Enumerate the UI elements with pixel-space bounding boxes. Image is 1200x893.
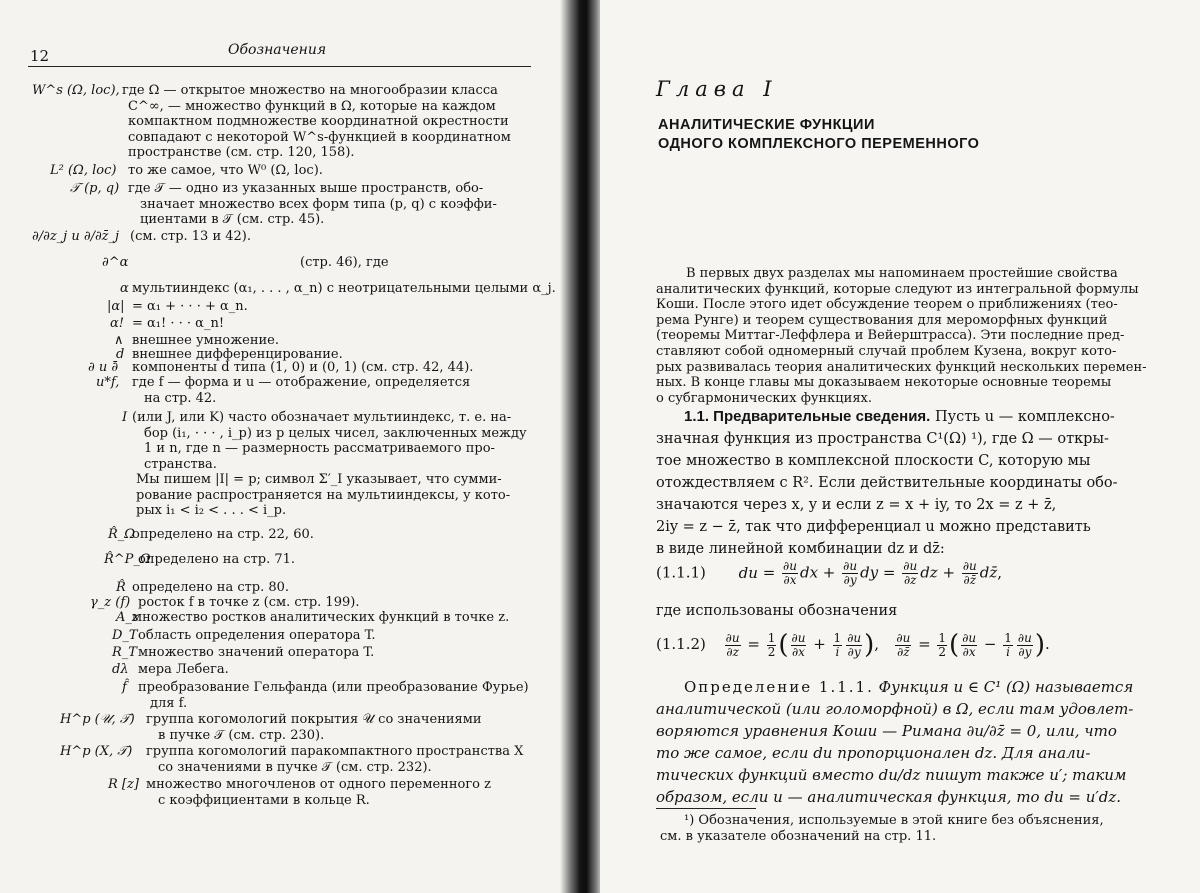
chapter-label: Глава I [656,77,778,101]
notation-description: с коэффициентами в кольце R. [158,793,370,809]
notation-symbol: H^p (𝒰, 𝒯) [60,712,135,728]
notation-description: рование распространяется на мультииндексы, у кото- [136,488,510,504]
section-line: значная функция из пространства C¹(Ω) ¹), где Ω — откры- [656,428,1148,450]
definition-line: Функция u ∈ C¹ (Ω) называется [879,678,1134,696]
section-line: 2iy = z − z̄, так что дифференциал u можно представить [656,516,1148,538]
section-line: Пусть u — комплексно- [935,409,1115,425]
notation-symbol: R [z] [108,777,139,793]
notation-description: компоненты d типа (1, 0) и (0, 1) (см. стр. 42, 44). [132,360,473,376]
chapter-title-line: АНАЛИТИЧЕСКИЕ ФУНКЦИИ [658,116,979,135]
notation-description: определено на стр. 80. [132,580,289,596]
notation-description: где f — форма и u — отображение, определяется [132,375,470,391]
notation-symbol: 𝒯 (p, q) [70,181,119,197]
notation-symbol: ∂^α [102,255,128,271]
notation-description: со значениями в пучке 𝒯 (см. стр. 232). [158,760,432,776]
chapter-title [658,116,979,154]
notation-description: C^∞, — множество функций в Ω, которые на каждом [128,99,496,115]
notation-symbol: ∧ [114,333,124,349]
notation-symbol: γ_z (f) [90,595,130,611]
chapter-intro [656,266,1148,406]
right-page [600,0,1200,893]
notation-description: внешнее умножение. [132,333,279,349]
intro-line: аналитических функций, которые следуют из интегральной формулы [656,282,1148,298]
notation-description: странства. [144,457,217,473]
intro-line: ставляют собой одномерный случай проблем Кузена, вокруг кото- [656,344,1148,360]
notation-symbol: R̂_Ω [108,527,135,543]
notation-symbol: W^s (Ω, loc), [32,83,120,99]
section-line: в виде линейной комбинации dz и dz̄: [656,538,1148,560]
notation-description: (см. стр. 13 и 42). [130,229,251,245]
definition-line: образом, если u — аналитическая функция, то du = u′dz. [656,786,1148,808]
equation-label: (1.1.2) [656,635,706,653]
intro-line: рема Рунге) и теорем существования для мероморфных функций [656,313,1148,329]
notation-symbol: H^p (X, 𝒯) [60,744,132,760]
footnote-line: ¹) Обозначения, используемые в этой книге без объяснения, [660,813,1104,829]
notation-description: мультииндекс (α₁, . . . , α_n) с неотрицательными целыми α_j. [132,281,556,297]
notation-symbol: R̂ [116,580,126,596]
intro-line: (теоремы Миттаг-Леффлера и Вейерштрасса). Эти последние пред- [656,328,1148,344]
notation-symbol: d [116,347,124,363]
notation-description: где 𝒯 — одно из указанных выше пространств, обо- [128,181,483,197]
notation-description: (стр. 46), где [300,255,389,271]
notation-description: где Ω — открытое множество на многообразии класса [122,83,498,99]
where-text: где использованы обозначения [656,600,897,622]
notation-description: группа когомологий покрытия 𝒰 со значениями [146,712,482,728]
notation-symbol: |α| [107,299,125,315]
notation-symbol: L² (Ω, loc) [50,163,116,179]
intro-line: о субгармонических функциях. [656,391,1148,407]
notation-description: пространстве (см. стр. 120, 158). [128,145,355,161]
notation-description: бор (i₁, · · · , i_p) из p целых чисел, заключенных между [144,426,527,442]
notation-description: = α₁ + · · · + α_n. [132,299,248,315]
chapter-title-line: ОДНОГО КОМПЛЕКСНОГО ПЕРЕМЕННОГО [658,135,979,154]
notation-description: циентами в 𝒯 (см. стр. 45). [140,212,324,228]
page-number: 12 [30,47,49,65]
intro-line: ных. В конце главы мы доказываем некоторые основные теоремы [656,375,1148,391]
definition-line: воряются уравнения Коши — Римана ∂u/∂z̄ = 0, или, что [656,720,1148,742]
notation-description: 1 и n, где n — размерность рассматриваемого про- [144,441,495,457]
definition-label: Определение 1.1.1. [684,678,874,696]
section-1-1 [656,406,1148,560]
notation-description: значает множество всех форм типа (p, q) с коэффи- [140,197,497,213]
notation-symbol: R_T [112,645,137,661]
section-line: значаются через x, y и если z = x + iy, то 2x = z + z̄, [656,494,1148,516]
notation-description: множество многочленов от одного переменного z [146,777,491,793]
notation-symbol: R̂^P_Ω [104,552,151,568]
notation-description: компактном подмножестве координатной окрестности [128,114,509,130]
notation-description: определено на стр. 22, 60. [132,527,314,543]
notation-symbol: A_z [116,610,139,626]
definition-1-1-1 [656,676,1148,808]
notation-symbol: α! [110,316,124,332]
notation-description: Мы пишем |I| = p; символ Σ′_I указывает, что сумми- [136,472,502,488]
section-heading: 1.1. Предварительные сведения. [684,408,930,425]
book-gutter [560,0,604,893]
equation-1-1-1: (1.1.1) du = ∂u ∂x dx + ∂u ∂y dy = ∂u ∂z dz + ∂u ∂z̄ dz̄, [656,560,1002,587]
intro-line: Коши. После этого идет обсуждение теорем о приближениях (тео- [656,297,1148,313]
notation-description: на стр. 42. [144,391,216,407]
notation-symbol: ∂/∂z_j и ∂/∂z̄_j [32,229,119,245]
notation-description: внешнее дифференцирование. [132,347,343,363]
intro-line: рых развивалась теория аналитических функций нескольких перемен- [656,360,1148,376]
equation-1-1-2: (1.1.2) ∂u ∂z = 1 2 ( ∂u ∂x + 1 i ∂u ∂y ), ∂u ∂z̄ = 1 2 ( ∂u ∂x − 1 i ∂u ∂y ). [656,630,1050,660]
definition-line: аналитической (или голоморфной) в Ω, если там удовлет- [656,698,1148,720]
section-line: отождествляем с R². Если действительные координаты обо- [656,472,1148,494]
notation-description: (или J, или K) часто обозначает мультииндекс, т. е. на- [132,410,511,426]
section-line: тое множество в комплексной плоскости C, которую мы [656,450,1148,472]
notation-symbol: ∂ и ∂̄ [88,360,118,376]
intro-line: В первых двух разделах мы напоминаем простейшие свойства [656,266,1148,282]
notation-description: то же самое, что W⁰ (Ω, loc). [128,163,323,179]
notation-description: группа когомологий паракомпактного пространства X [146,744,523,760]
notation-symbol: f̂ [122,680,127,696]
running-head: Обозначения [228,42,326,58]
definition-line: то же самое, если du пропорционален dz. Для анали- [656,742,1148,764]
notation-description: множество значений оператора T. [138,645,374,661]
notation-description: рых i₁ < i₂ < . . . < i_p. [136,503,286,519]
notation-description: множество ростков аналитических функций в точке z. [132,610,509,626]
notation-description: определено на стр. 71. [138,552,295,568]
notation-symbol: D_T [112,628,138,644]
notation-description: совпадают с некоторой W^s-функцией в координатном [128,130,511,146]
notation-description: росток f в точке z (см. стр. 199). [138,595,359,611]
header-rule [28,66,531,67]
notation-description: = α₁! · · · α_n! [132,316,224,332]
notation-description: преобразование Гельфанда (или преобразование Фурье) [138,680,529,696]
notation-description: мера Лебега. [138,662,229,678]
notation-symbol: α [120,281,129,297]
notation-description: для f. [150,696,187,712]
notation-symbol: dλ [112,662,129,678]
equation-label: (1.1.1) [656,564,706,582]
notation-symbol: u*f, [96,375,119,391]
footnote-line: см. в указателе обозначений на стр. 11. [660,829,1104,845]
footnote [660,813,1104,845]
left-page [0,0,572,893]
notation-description: в пучке 𝒯 (см. стр. 230). [158,728,324,744]
footnote-rule [656,808,756,809]
notation-description: область определения оператора T. [138,628,376,644]
notation-symbol: I [122,410,127,426]
definition-line: тических функций вместо du/dz пишут также u′; таким [656,764,1148,786]
